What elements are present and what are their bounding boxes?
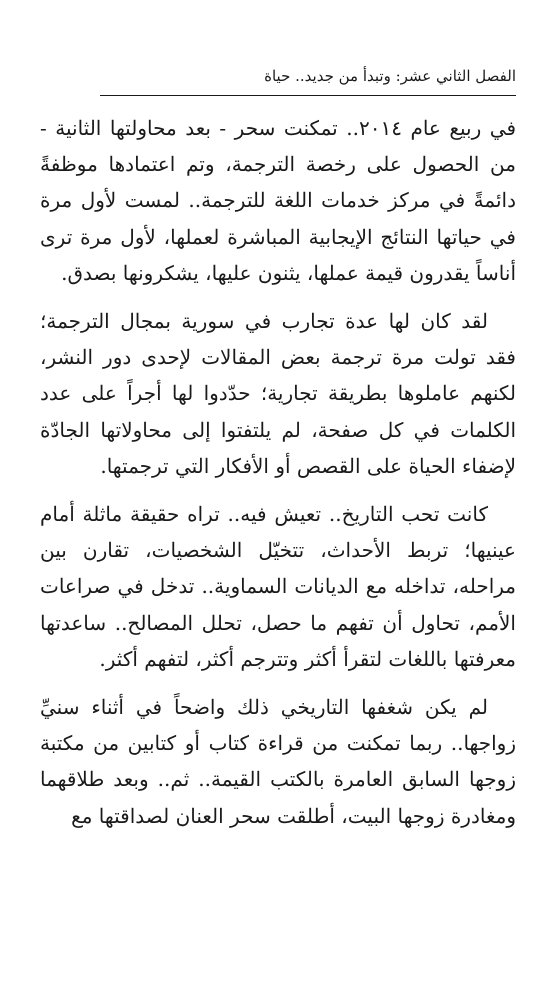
body-text — [40, 110, 516, 846]
paragraph-3: كانت تحب التاريخ.. تعيش فيه.. تراه حقيقة ماثلة أمام عينيها؛ تربط الأحداث، تتخيّل الشخصيات، تقارن بين مراحله، تداخله مع الديانات السماوية.. تدخل في صراعات الأمم، تحاول أن تفهم ما حصل، تحلل المصالح.. ساعدتها معرفتها باللغات لتقرأ أكثر وتترجم أكثر، لتفهم أكثر. — [40, 502, 516, 671]
paragraph-4: لم يكن شغفها التاريخي ذلك واضحاً في أثناء سنيِّ زواجها.. ربما تمكنت من قراءة كتاب أو كتابين من مكتبة زوجها السابق العامرة بالكتب القيمة.. ثم.. وبعد طلاقهما ومغادرة زوجها البيت، أطلقت سحر العنان لصداقتها مع — [40, 695, 516, 828]
header-divider — [100, 95, 516, 96]
paragraph-1: في ربيع عام ٢٠١٤.. تمكنت سحر - بعد محاولتها الثانية - من الحصول على رخصة الترجمة، وتم اعتمادها موظفةً دائمةً في مركز خدمات اللغة للترجمة.. لمست لأول مرة في حياتها النتائج الإيجابية المباشرة لعملها، لأول مرة ترى أناساً يقدرون قيمة عملها، يثنون عليها، يشكرونها بصدق. — [40, 116, 516, 285]
paragraph-2: لقد كان لها عدة تجارب في سورية بمجال الترجمة؛ فقد تولت مرة ترجمة بعض المقالات لإحدى دور النشر، لكنهم عاملوها بطريقة تجارية؛ حدّدوا لها أجراً على عدد الكلمات في كل صفحة، لم يلتفتوا إلى محاولاتها الجادّة لإضفاء الحياة على القصص أو الأفكار التي ترجمتها. — [40, 309, 516, 478]
running-header: الفصل الثاني عشر: وتبدأ من جديد.. حياة — [264, 67, 516, 85]
